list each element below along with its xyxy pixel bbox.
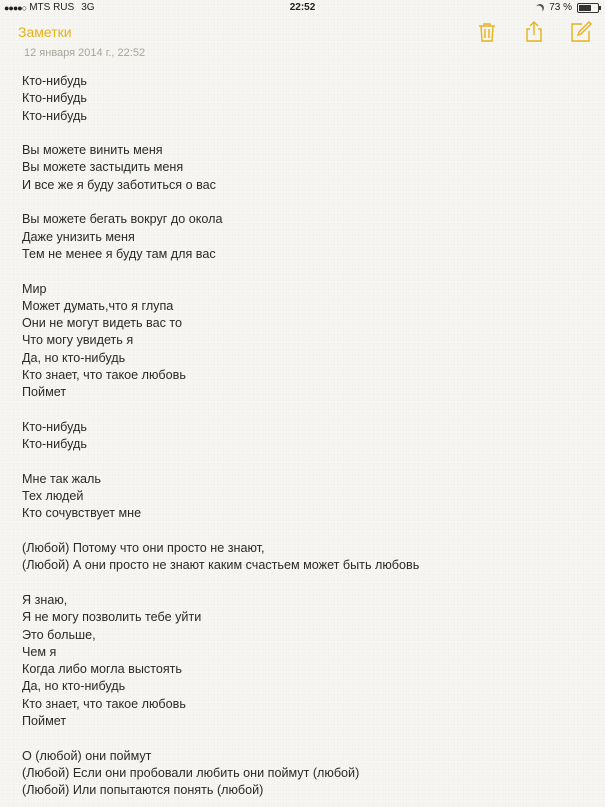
signal-strength: ●●●●○ — [4, 2, 27, 13]
note-line: И все же я буду заботиться о вас — [22, 177, 216, 192]
note-line: Тех людей — [22, 489, 84, 504]
note-line: Вы можете застыдить меня — [22, 160, 184, 175]
note-line: Кто сочувствует мне — [22, 506, 142, 521]
trash-icon[interactable] — [475, 20, 499, 44]
note-line: (Любой) Если они пробовали любить они поймут (любой) — [22, 765, 360, 780]
note-line: Может думать,что я глупа — [22, 298, 174, 313]
nav-icons — [475, 20, 593, 44]
note-date: 12 января 2014 г., 22:52 — [24, 47, 146, 59]
note-line: Что могу увидеть я — [22, 333, 134, 348]
note-line: Поймет — [22, 385, 67, 400]
note-line: Кто-нибудь — [22, 74, 87, 88]
notes-back-button[interactable]: Заметки — [18, 24, 72, 40]
note-blank-line — [22, 730, 592, 747]
note-line: Чем я — [22, 644, 57, 659]
note-line: (Любой) А они просто не знают каким счастьем может быть любовь — [22, 558, 420, 573]
note-line: (Любой) Или попытаются понять (любой) — [22, 783, 264, 798]
note-line: Даже унизить меня — [22, 229, 135, 244]
note-line: О (любой) они поймут — [22, 748, 152, 763]
note-line: Кто-нибудь — [22, 419, 87, 434]
note-line: Я знаю, — [22, 592, 68, 607]
note-line: Когда либо могла выстоять — [22, 662, 182, 677]
note-line: Кто-нибудь — [22, 108, 87, 123]
note-line: Да, но кто-нибудь — [22, 350, 126, 365]
note-line: Кто-нибудь — [22, 437, 87, 452]
note-line: Кто знает, что такое любовь — [22, 368, 186, 383]
note-blank-line — [22, 402, 592, 419]
note-line: Мне так жаль — [22, 471, 101, 486]
moon-icon — [535, 2, 545, 12]
status-time: 22:52 — [289, 2, 316, 13]
battery-icon — [577, 3, 599, 13]
network-type: 3G — [81, 2, 95, 13]
note-line: Мир — [22, 281, 47, 296]
note-blank-line — [22, 454, 592, 471]
battery-fill — [579, 5, 591, 11]
note-line: Вы можете винить меня — [22, 143, 163, 158]
note-blank-line — [22, 523, 592, 540]
note-line: Поймет — [22, 713, 67, 728]
note-line: Это больше, — [22, 627, 96, 642]
note-blank-line — [22, 125, 592, 142]
status-right — [536, 2, 599, 13]
note-line: Вы можете бегать вокруг до окола — [22, 212, 223, 227]
battery-percent: 73 % — [549, 2, 572, 13]
note-line: Тем не менее я буду там для вас — [22, 246, 216, 261]
note-line: (Любой) Потому что они просто не знают, — [22, 541, 265, 556]
note-blank-line — [22, 263, 592, 280]
note-line: Да, но кто-нибудь — [22, 679, 126, 694]
nav-bar — [0, 16, 605, 46]
note-line: Я не могу позволить тебе уйти — [22, 610, 202, 625]
note-blank-line — [22, 575, 592, 592]
carrier-label: MTS RUS — [29, 2, 75, 13]
note-line: Кто-нибудь — [22, 91, 87, 106]
status-bar — [0, 0, 605, 16]
compose-icon[interactable] — [569, 20, 593, 44]
note-line: Кто знает, что такое любовь — [22, 696, 186, 711]
note-line: Они не могут видеть вас то — [22, 316, 183, 331]
share-icon[interactable] — [522, 20, 546, 44]
note-blank-line — [22, 194, 592, 211]
note-body[interactable] — [22, 73, 592, 799]
